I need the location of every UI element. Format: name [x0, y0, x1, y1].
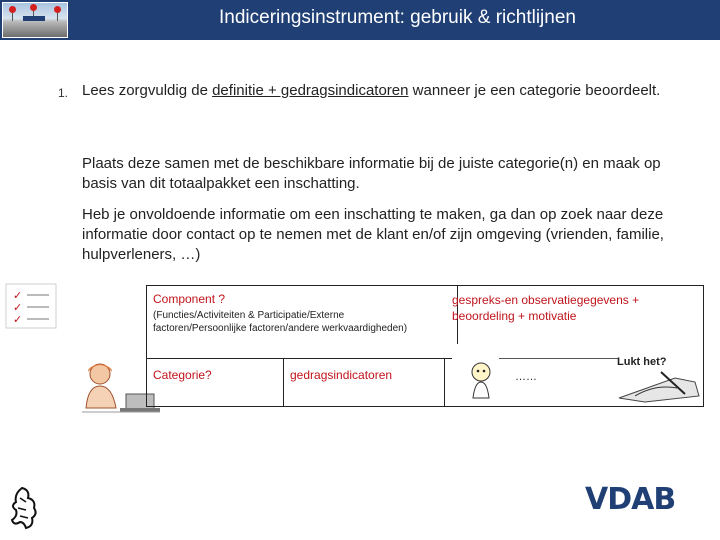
road-photo-icon	[2, 2, 68, 38]
component-subtitle: (Functies/Activiteiten & Participatie/Externe factoren/Persoonlijke factoren/andere werkvaardigheden)	[153, 310, 408, 334]
page-title: Indiceringsinstrument: gebruik & richtlijnen	[219, 7, 576, 28]
list-number: 1.	[58, 86, 69, 100]
svg-text:✓: ✓	[13, 289, 23, 302]
hand-writing-icon	[615, 368, 703, 406]
list-item-text	[82, 81, 682, 101]
svg-text:✓: ✓	[13, 301, 23, 314]
paragraph-insufficient-info: Heb je onvoldoende informatie om een inschatting te maken, ga dan op zoek naar deze informatie door contact op te nemen met de klant en/of zijn omgeving (vrienden, familie, hulpverleners, …)	[82, 206, 664, 263]
paragraph-combine: Plaats deze samen met de beschikbare informatie bij de juiste categorie(n) en maak op basis van dit totaalpakket een inschatting.	[82, 155, 661, 192]
flemish-lion-icon	[8, 486, 40, 530]
placeholder-dots: ……	[515, 371, 537, 383]
lukt-het-label: Lukt het?	[617, 356, 667, 368]
category-label: Categorie?	[153, 368, 212, 382]
vdab-logo: VDAB	[585, 482, 676, 517]
indicators-label: gedragsindicatoren	[290, 368, 393, 382]
list-item-lead: Lees zorgvuldig de	[82, 82, 213, 99]
example-table	[146, 285, 704, 407]
list-item-tail: wanneer je een categorie beoordeelt.	[408, 82, 661, 99]
checklist-icon	[5, 283, 57, 329]
cartoon-figure-icon	[465, 360, 497, 400]
svg-text:✓: ✓	[13, 313, 23, 326]
title-bar	[0, 0, 720, 40]
component-title: Component ?	[153, 292, 226, 306]
definition-link[interactable]: definitie + gedragsindicatoren	[212, 82, 409, 99]
observation-data-label: gespreks-en observatiegegevens + beoordeling + motivatie	[452, 293, 640, 323]
